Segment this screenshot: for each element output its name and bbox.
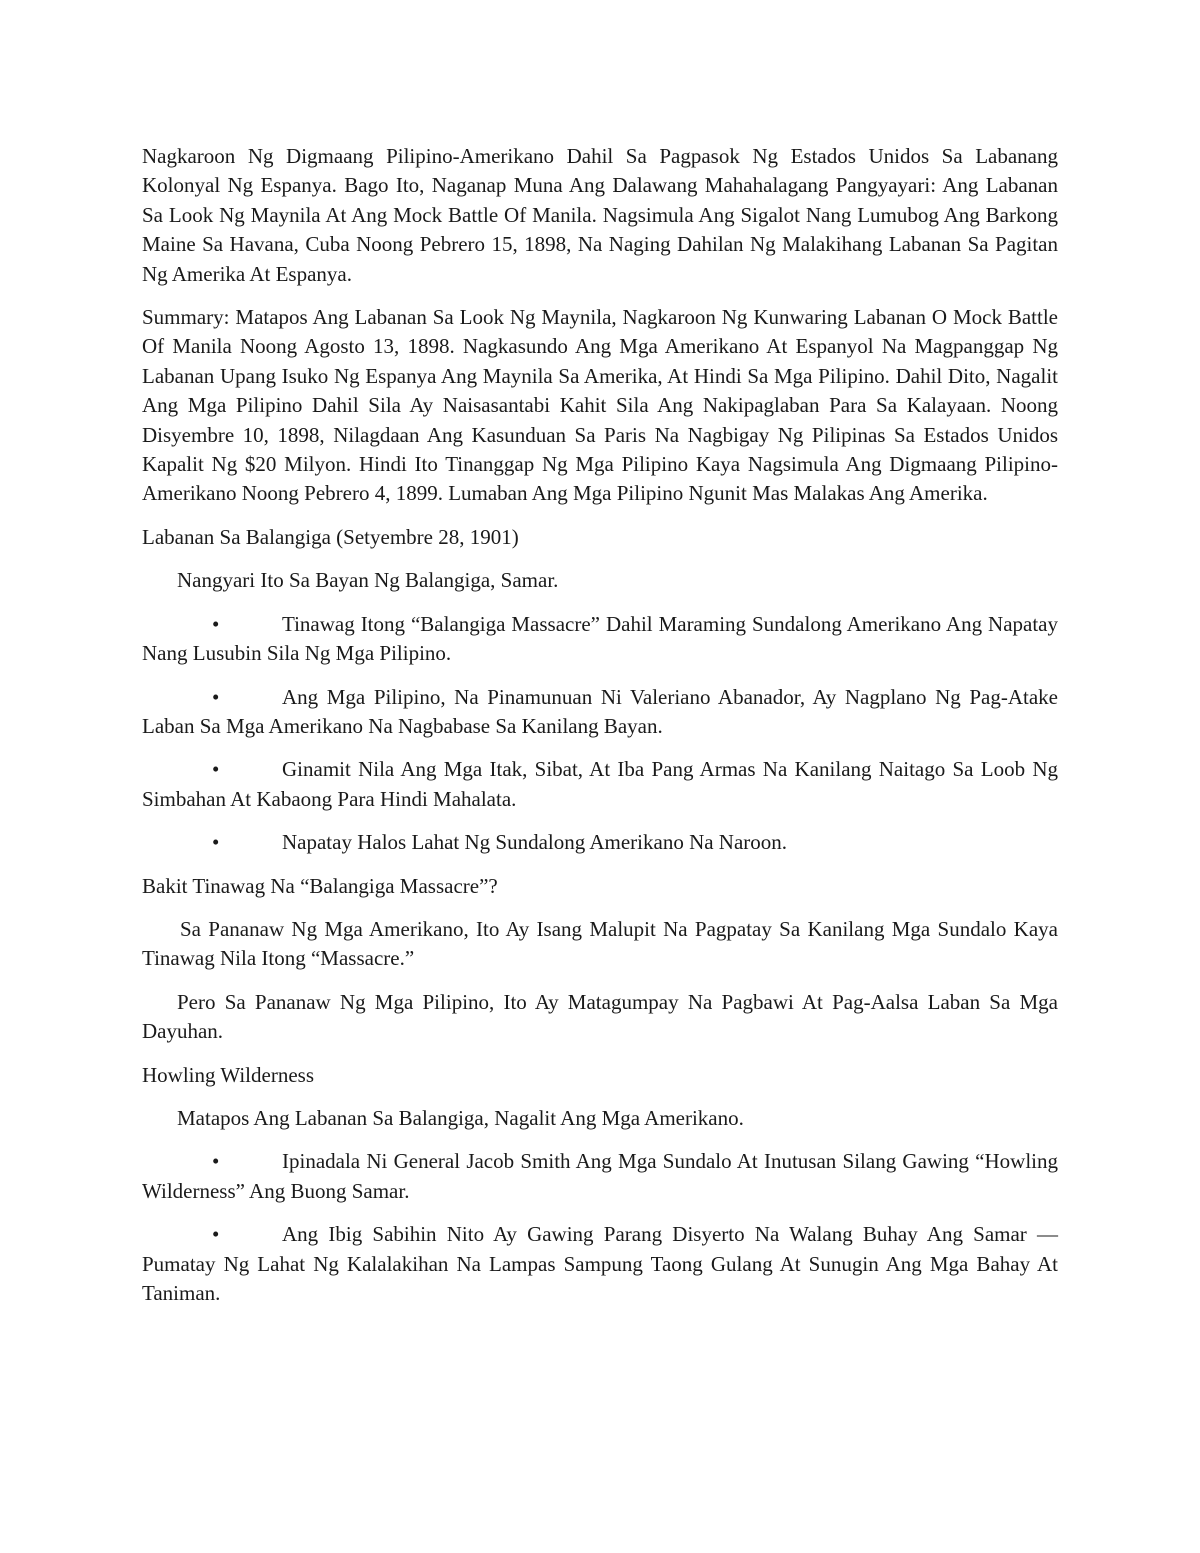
list-item bbox=[142, 1147, 1058, 1206]
american-view-paragraph: Sa Pananaw Ng Mga Amerikano, Ito Ay Isang Malupit Na Pagpatay Sa Kanilang Mga Sundalo Kaya Tinawag Nila Itong “Massacre.” bbox=[142, 916, 1058, 971]
list-item bbox=[142, 828, 1058, 857]
list-item-text: Ang Mga Pilipino, Na Pinamunuan Ni Valeriano Abanador, Ay Nagplano Ng Pag-Atake Laban Sa Mga Amerikano Na Nagbabase Sa Kanilang Bayan. bbox=[142, 684, 1058, 738]
bullet-icon: • bbox=[212, 611, 220, 636]
list-item-text: Ipinadala Ni General Jacob Smith Ang Mga Sundalo At Inutusan Silang Gawing “Howling Wilderness” Ang Buong Samar. bbox=[142, 1149, 1058, 1203]
intro-paragraph: Nagkaroon Ng Digmaang Pilipino-Amerikano Dahil Sa Pagpasok Ng Estados Unidos Sa Labanang Kolonyal Ng Espanya. Bago Ito, Naganap Muna Ang Dalawang Mahahalagang Pangyayari: Ang Labanan Sa Look Ng Maynila At Ang Mock Battle Of Manila. Nagsimula Ang Sigalot Nang Lumubog Ang Barkong Maine Sa Havana, Cuba Noong Pebrero 15, 1898, Na Naging Dahilan Ng Malakihang Labanan Sa Pagitan Ng Amerika At Espanya. bbox=[142, 144, 1058, 286]
list-item bbox=[142, 755, 1058, 814]
wilderness-heading: Howling Wilderness bbox=[142, 1062, 314, 1087]
list-item-text: Ginamit Nila Ang Mga Itak, Sibat, At Iba Pang Armas Na Kanilang Naitago Sa Loob Ng Simbahan At Kabaong Para Hindi Mahalata. bbox=[142, 757, 1058, 811]
list-item-text: Ang Ibig Sabihin Nito Ay Gawing Parang Disyerto Na Walang Buhay Ang Samar — Pumatay Ng Lahat Ng Kalalakihan Na Lampas Sampung Taong Gulang At Sunugin Ang Mga Bahay At Taniman. bbox=[142, 1222, 1058, 1305]
list-item-text: Tinawag Itong “Balangiga Massacre” Dahil Maraming Sundalong Amerikano Ang Napatay Nang Lusubin Sila Ng Mga Pilipino. bbox=[142, 611, 1058, 666]
bullet-icon: • bbox=[212, 830, 220, 855]
bullet-icon: • bbox=[212, 757, 220, 782]
balangiga-intro: Nangyari Ito Sa Bayan Ng Balangiga, Samar. bbox=[177, 568, 559, 593]
list-item bbox=[142, 610, 1058, 669]
filipino-view-paragraph: Pero Sa Pananaw Ng Mga Pilipino, Ito Ay Matagumpay Na Pagbawi At Pag-Aalsa Laban Sa Mga Dayuhan. bbox=[142, 989, 1058, 1044]
list-item bbox=[142, 683, 1058, 742]
list-item bbox=[142, 1220, 1058, 1308]
bullet-icon: • bbox=[212, 684, 220, 709]
bullet-icon: • bbox=[212, 1149, 220, 1174]
summary-paragraph: Summary: Matapos Ang Labanan Sa Look Ng Maynila, Nagkaroon Ng Kunwaring Labanan O Mock Battle Of Manila Noong Agosto 13, 1898. Nagkasundo Ang Mga Amerikano At Espanyol Na Magpanggap Ng Labanan Upang Isuko Ng Espanya Ang Maynila Sa Amerika, At Hindi Sa Mga Pilipino. Dahil Dito, Nagalit Ang Mga Pilipino Dahil Sila Ay Naisasantabi Kahit Sila Ang Nakipaglaban Para Sa Kalayaan. Noong Disyembre 10, 1898, Nilagdaan Ang Kasunduan Sa Paris Na Nagbigay Ng Pilipinas Sa Estados Unidos Kapalit Ng $20 Milyon. Hindi Ito Tinanggap Ng Mga Pilipino Kaya Nagsimula Ang Digmaang Pilipino-Amerikano Noong Pebrero 4, 1899. Lumaban Ang Mga Pilipino Ngunit Mas Malakas Ang Amerika. bbox=[142, 305, 1058, 506]
wilderness-intro: Matapos Ang Labanan Sa Balangiga, Nagalit Ang Mga Amerikano. bbox=[177, 1105, 744, 1130]
list-item-text: Napatay Halos Lahat Ng Sundalong Amerikano Na Naroon. bbox=[282, 830, 788, 855]
bullet-icon: • bbox=[212, 1222, 220, 1247]
document-page bbox=[142, 142, 1058, 1322]
balangiga-heading: Labanan Sa Balangiga (Setyembre 28, 1901) bbox=[142, 524, 519, 549]
massacre-heading: Bakit Tinawag Na “Balangiga Massacre”? bbox=[142, 873, 498, 898]
